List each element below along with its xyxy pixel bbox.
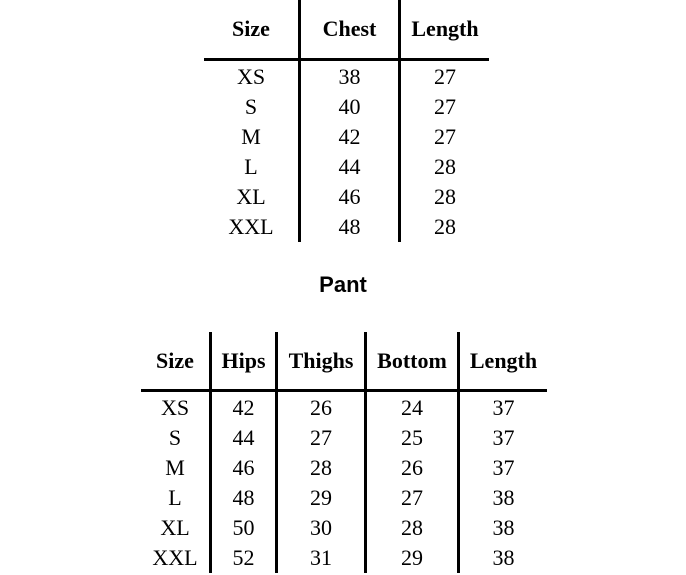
cell-length: 28: [400, 212, 490, 242]
cell-thighs: 27: [277, 423, 366, 453]
table-row: [204, 182, 489, 212]
cell-hips: 52: [211, 543, 277, 573]
cell-size: XL: [236, 184, 266, 209]
cell-bottom: 25: [366, 423, 459, 453]
cell-chest: 42: [300, 122, 400, 152]
cell-size: XL: [160, 515, 190, 540]
table-row: [204, 122, 489, 152]
cell-length: 37: [459, 391, 548, 424]
table-row: [141, 391, 547, 424]
table-header-row: [141, 332, 547, 391]
column-header-hips: Hips: [211, 332, 277, 391]
cell-size: S: [168, 425, 182, 450]
table-row: [141, 423, 547, 453]
cell-thighs: 31: [277, 543, 366, 573]
cell-length: 27: [400, 60, 490, 93]
cell-thighs: 26: [277, 391, 366, 424]
table-row: [141, 543, 547, 573]
cell-length: 27: [400, 122, 490, 152]
cell-thighs: 28: [277, 453, 366, 483]
pant-size-table: [141, 332, 547, 573]
table-row: [204, 212, 489, 242]
cell-hips: 48: [211, 483, 277, 513]
cell-length: 38: [459, 513, 548, 543]
cell-hips: 42: [211, 391, 277, 424]
cell-size: M: [165, 455, 185, 480]
cell-hips: 46: [211, 453, 277, 483]
cell-size: XXL: [152, 545, 198, 570]
column-header-length: Length: [459, 332, 548, 391]
cell-bottom: 27: [366, 483, 459, 513]
column-header-size: Size: [141, 332, 211, 391]
cell-length: 27: [400, 92, 490, 122]
table-row: [141, 453, 547, 483]
cell-bottom: 24: [366, 391, 459, 424]
table-row: [141, 513, 547, 543]
cell-length: 37: [459, 423, 548, 453]
cell-length: 28: [400, 152, 490, 182]
table-header-row: [204, 0, 489, 60]
table-row: [204, 152, 489, 182]
cell-size: M: [241, 124, 261, 149]
cell-length: 28: [400, 182, 490, 212]
cell-chest: 48: [300, 212, 400, 242]
column-header-bottom: Bottom: [366, 332, 459, 391]
cell-length: 38: [459, 543, 548, 573]
table-row: [204, 60, 489, 93]
cell-thighs: 30: [277, 513, 366, 543]
cell-size: S: [244, 94, 258, 119]
cell-chest: 38: [300, 60, 400, 93]
cell-bottom: 28: [366, 513, 459, 543]
column-header-chest: Chest: [300, 0, 400, 60]
column-header-size: Size: [204, 0, 300, 60]
cell-chest: 40: [300, 92, 400, 122]
cell-thighs: 29: [277, 483, 366, 513]
cell-size: L: [244, 154, 258, 179]
table-row: [141, 483, 547, 513]
cell-hips: 44: [211, 423, 277, 453]
cell-size: XXL: [228, 214, 274, 239]
column-header-thighs: Thighs: [277, 332, 366, 391]
table-row: [204, 92, 489, 122]
cell-size: L: [168, 485, 182, 510]
cell-hips: 50: [211, 513, 277, 543]
cell-chest: 46: [300, 182, 400, 212]
cell-bottom: 29: [366, 543, 459, 573]
cell-length: 38: [459, 483, 548, 513]
column-header-length: Length: [400, 0, 490, 60]
cell-size: XS: [236, 64, 266, 89]
cell-bottom: 26: [366, 453, 459, 483]
shirt-size-table: [204, 0, 489, 242]
cell-size: XS: [160, 395, 190, 420]
pant-section-title: Pant: [319, 272, 367, 297]
cell-chest: 44: [300, 152, 400, 182]
cell-length: 37: [459, 453, 548, 483]
